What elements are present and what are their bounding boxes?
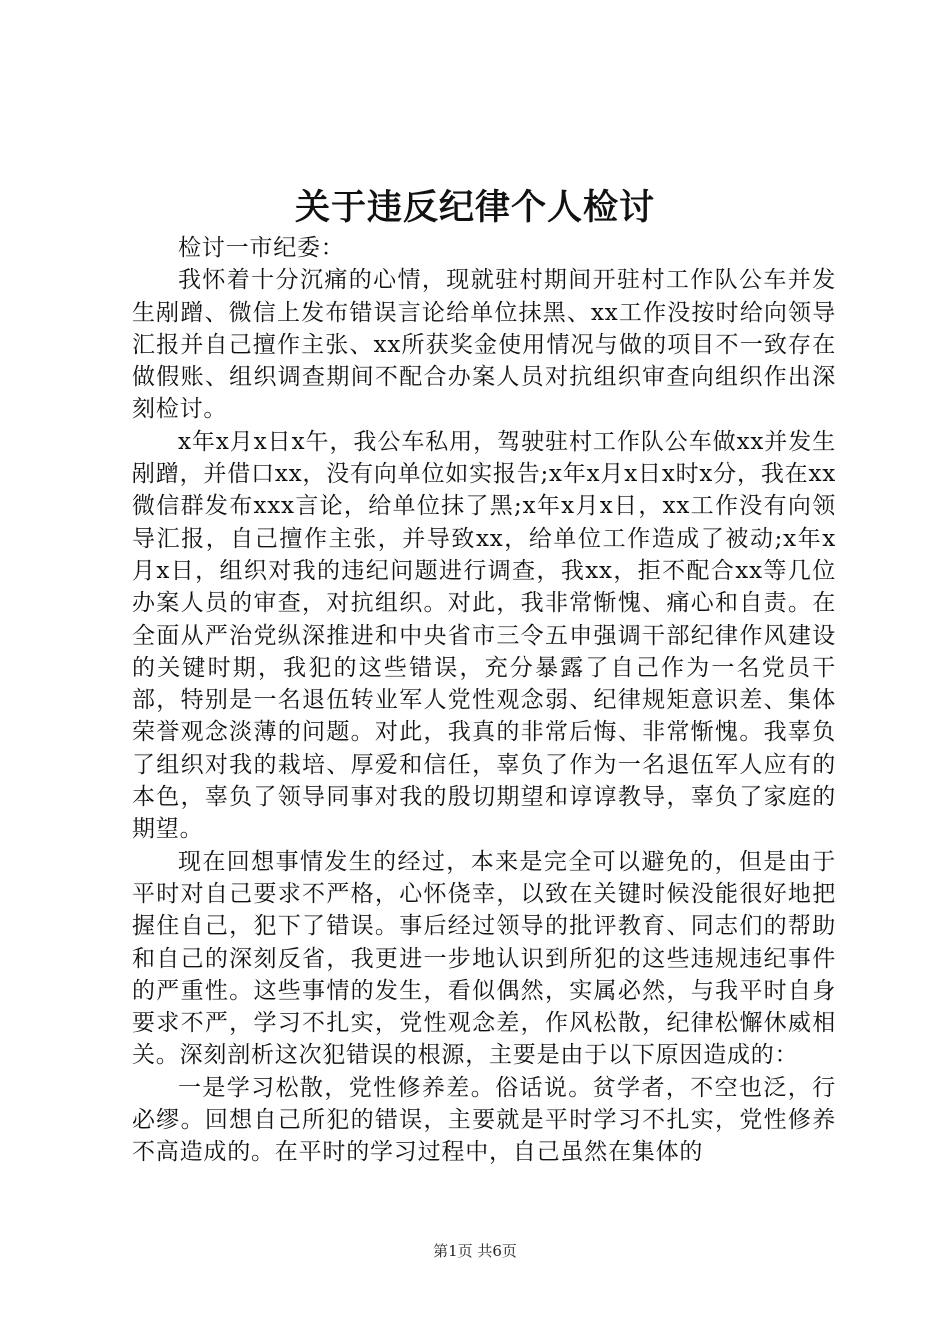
document-body bbox=[132, 232, 836, 1169]
document-title: 关于违反纪律个人检讨 bbox=[294, 187, 655, 228]
paragraph-2: x年x月x日x午，我公车私用，驾驶驻村工作队公车做xx并发生剐蹭，并借口xx，没有向单位如实报告;x年x月x日x时x分，我在xx微信群发布xxx言论，给单位抹了黑;x年x月x日，xx工作没有向领导汇报，自己擅作主张，并导致xx，给单位工作造成了被动;x年x月x日，组织对我的违纪问题进行调查，我xx，拒不配合xx等几位办案人员的审查，对抗组织。对此，我非常惭愧、痛心和自责。在全面从严治党纵深推进和中央省市三令五申强调干部纪律作风建设的关键时期，我犯的这些错误，充分暴露了自己作为一名党员干部，特别是一名退伍转业军人党性观念弱、纪律规矩意识差、集体荣誉观念淡薄的问题。对此，我真的非常后悔、非常惭愧。我辜负了组织对我的栽培、厚爱和信任，辜负了作为一名退伍军人应有的本色，辜负了领导同事对我的殷切期望和谆谆教导，辜负了家庭的期望。 bbox=[132, 428, 836, 843]
page-footer: 第1页 共6页 bbox=[433, 1242, 517, 1260]
salutation: 检讨一市纪委： bbox=[178, 235, 345, 261]
paragraph-4: 一是学习松散，党性修养差。俗话说。贫学者，不空也泛，行必缪。回想自己所犯的错误，主要就是平时学习不扎实，党性修养不高造成的。在平时的学习过程中，自己虽然在集体的 bbox=[132, 1074, 836, 1166]
paragraph-1: 我怀着十分沉痛的心情，现就驻村期间开驻村工作队公车并发生剐蹭、微信上发布错误言论给单位抹黑、xx工作没按时给向领导汇报并自己擅作主张、xx所获奖金使用情况与做的项目不一致存在做假账、组织调查期间不配合办案人员对抗组织审查向组织作出深刻检讨。 bbox=[132, 267, 836, 423]
paragraph-3: 现在回想事情发生的经过，本来是完全可以避免的，但是由于平时对自己要求不严格，心怀侥幸，以致在关键时候没能很好地把握住自己，犯下了错误。事后经过领导的批评教育、同志们的帮助和自己的深刻反省，我更进一步地认识到所犯的这些违规违纪事件的严重性。这些事情的发生，看似偶然，实属必然，与我平时自身要求不严，学习不扎实，党性观念差，作风松散，纪律松懈休威相关。深刻剖析这次犯错误的根源，主要是由于以下原因造成的： bbox=[132, 848, 836, 1069]
